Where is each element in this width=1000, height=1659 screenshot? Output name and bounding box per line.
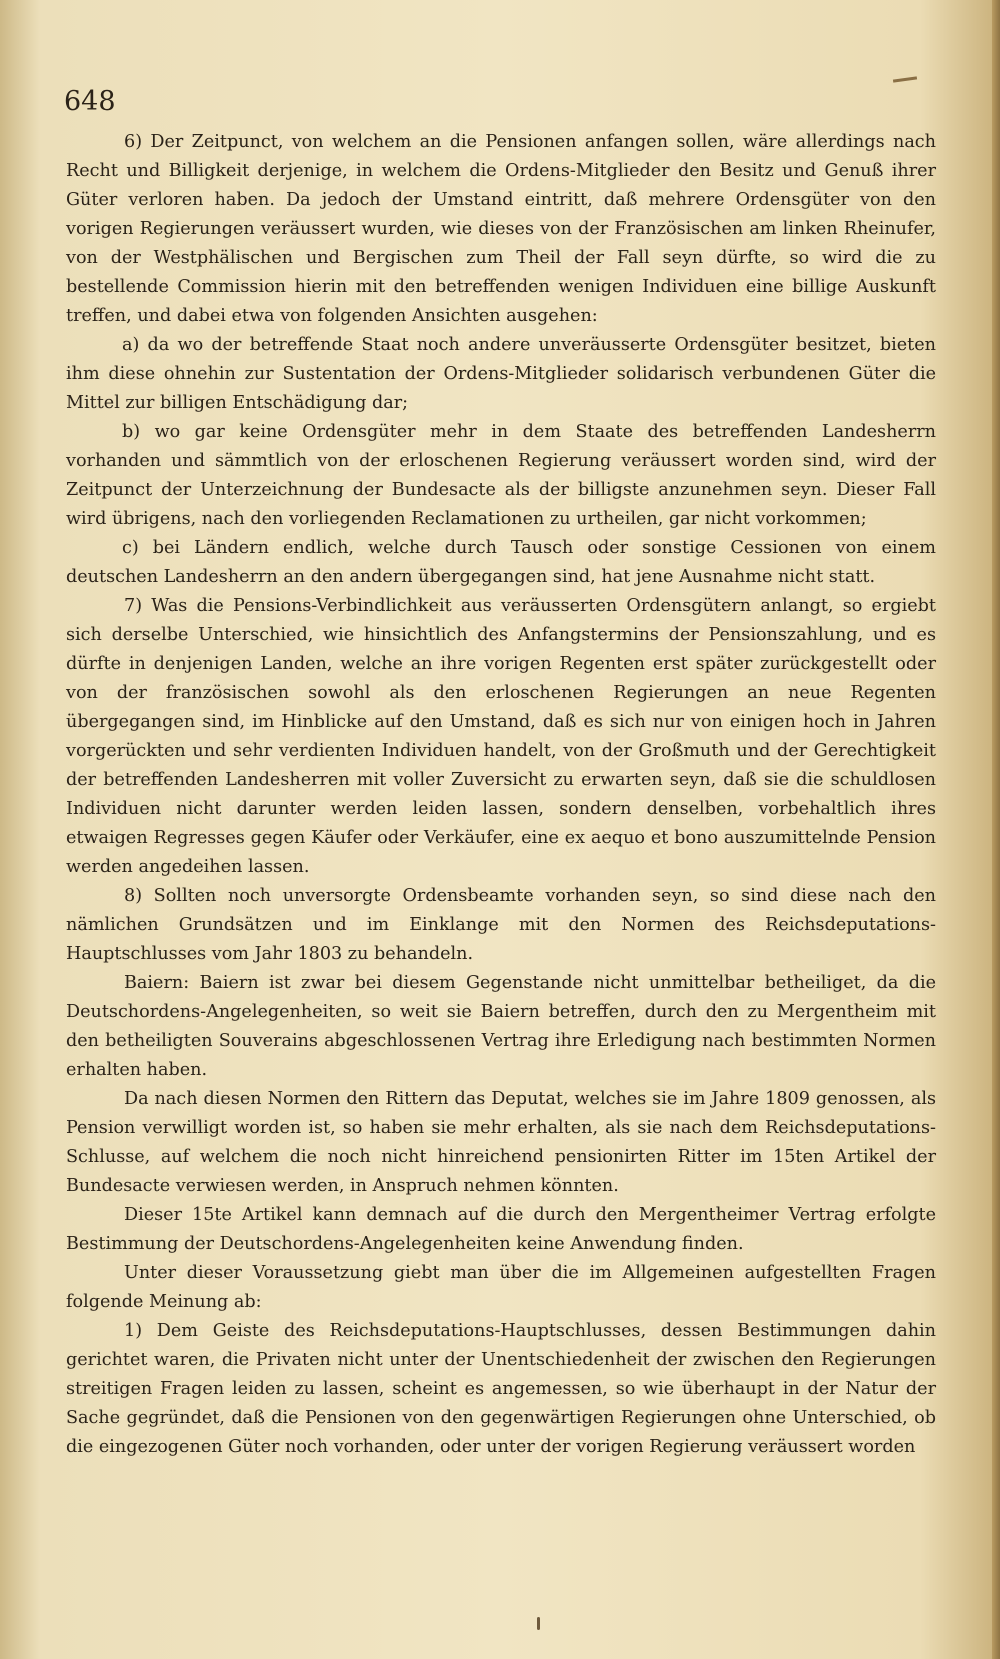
paragraph-baiern-2: Da nach diesen Normen den Rittern das Deputat, welches sie im Jahre 1809 genossen, als Pension verwilligt worden ist, so haben sie mehr erhalten, als sie nach dem Reichsdeputations-Schlusse, auf welchem die noch nicht hinreichend pensionirten Ritter im 15ten Artikel der Bundesacte verwiesen werden, in Anspruch nehmen könnten. — [66, 1089, 936, 1196]
paragraph-6: 6) Der Zeitpunct, von welchem an die Pensionen anfangen sollen, wäre allerdings nach Recht und Billigkeit derjenige, in welchem die Ordens-Mitglieder den Besitz und Genuß ihrer Güter verloren haben. Da jedoch der Umstand eintritt, daß mehrere Ordensgüter von den vorigen Regierungen veräussert wurden, wie dieses von der Französischen am linken Rheinufer, von der Westphälischen und Bergischen zum Theil der Fall seyn dürfte, so wird die zu bestellende Commission hierin mit den betreffenden wenigen Individuen eine billige Auskunft treffen, und dabei etwa von folgenden Ansichten ausgehen: — [66, 132, 936, 326]
paragraph-7: 7) Was die Pensions-Verbindlichkeit aus veräusserten Ordensgütern anlangt, so ergiebt sich derselbe Unterschied, wie hinsichtlich des Anfangstermins der Pensionszahlung, und es dürfte in denjenigen Landen, welche an ihre vorigen Regenten erst später zurückgestellt oder von der französischen sowohl als den erloschenen Regierungen an neue Regenten übergegangen sind, im Hinblicke auf den Umstand, daß es sich nur von einigen hoch in Jahren vorgerückten und sehr verdienten Individuen handelt, von der Großmuth und der Gerechtigkeit der betreffenden Landesherren mit voller Zuversicht zu erwarten seyn, daß sie die schuldlosen Individuen nicht darunter werden leiden lassen, sondern denselben, vorbehaltlich ihres etwaigen Regresses gegen Käufer oder Verkäufer, eine ex aequo et bono auszumittelnde Pension werden angedeihen lassen. — [66, 596, 936, 877]
paragraph-baiern-5: 1) Dem Geiste des Reichsdeputations-Hauptschlusses, dessen Bestimmungen dahin gerichtet waren, die Privaten nicht unter der Unentschiedenheit der zwischen den Regierungen streitigen Fragen leiden zu lassen, scheint es angemessen, so wie überhaupt in der Natur der Sache gegründet, daß die Pensionen von den gegenwärtigen Regierungen ohne Unterschied, ob die eingezogenen Güter noch vorhanden, oder unter der vorigen Regierung veräussert worden — [66, 1321, 936, 1457]
paragraph-baiern-4: Unter dieser Voraussetzung giebt man über die im Allgemeinen aufgestellten Fragen folgende Meinung ab: — [66, 1263, 936, 1312]
paragraph-6b: b) wo gar keine Ordensgüter mehr in dem Staate des betreffenden Landesherrn vorhanden und sämmtlich von der erloschenen Regierung veräussert worden sind, wird der Zeitpunct der Unterzeichnung der Bundesacte als der billigste anzunehmen seyn. Dieser Fall wird übrigens, nach den vorliegenden Reclamationen zu urtheilen, gar nicht vorkommen; — [66, 422, 936, 529]
page-edge-shadow — [992, 0, 1000, 1659]
ink-mark — [893, 76, 917, 82]
paragraph-baiern: Baiern: Baiern ist zwar bei diesem Gegenstande nicht unmittelbar betheiliget, da die Deutschordens-Angelegenheiten, so weit sie Baiern betreffen, durch den zu Mergentheim mit den betheiligten Souverains abgeschlossenen Vertrag ihre Erledigung nach bestimmten Normen erhalten haben. — [66, 973, 936, 1080]
body-text — [66, 128, 936, 1462]
printer-mark — [537, 1617, 540, 1630]
paragraph-6a: a) da wo der betreffende Staat noch andere unveräusserte Ordensgüter besitzet, bieten ihm diese ohnehin zur Sustentation der Ordens-Mitglieder solidarisch verbundenen Güter die Mittel zur billigen Entschädigung dar; — [66, 335, 936, 413]
page-number: 648 — [64, 86, 116, 117]
paragraph-6c: c) bei Ländern endlich, welche durch Tausch oder sonstige Cessionen von einem deutschen Landesherrn an den andern übergegangen sind, hat jene Ausnahme nicht statt. — [66, 538, 936, 587]
paragraph-baiern-3: Dieser 15te Artikel kann demnach auf die durch den Mergentheimer Vertrag erfolgte Bestimmung der Deutschordens-Angelegenheiten keine Anwendung finden. — [66, 1205, 936, 1254]
paragraph-8: 8) Sollten noch unversorgte Ordensbeamte vorhanden seyn, so sind diese nach den nämlichen Grundsätzen und im Einklange mit den Normen des Reichsdeputations-Hauptschlusses vom Jahr 1803 zu behandeln. — [66, 886, 936, 964]
